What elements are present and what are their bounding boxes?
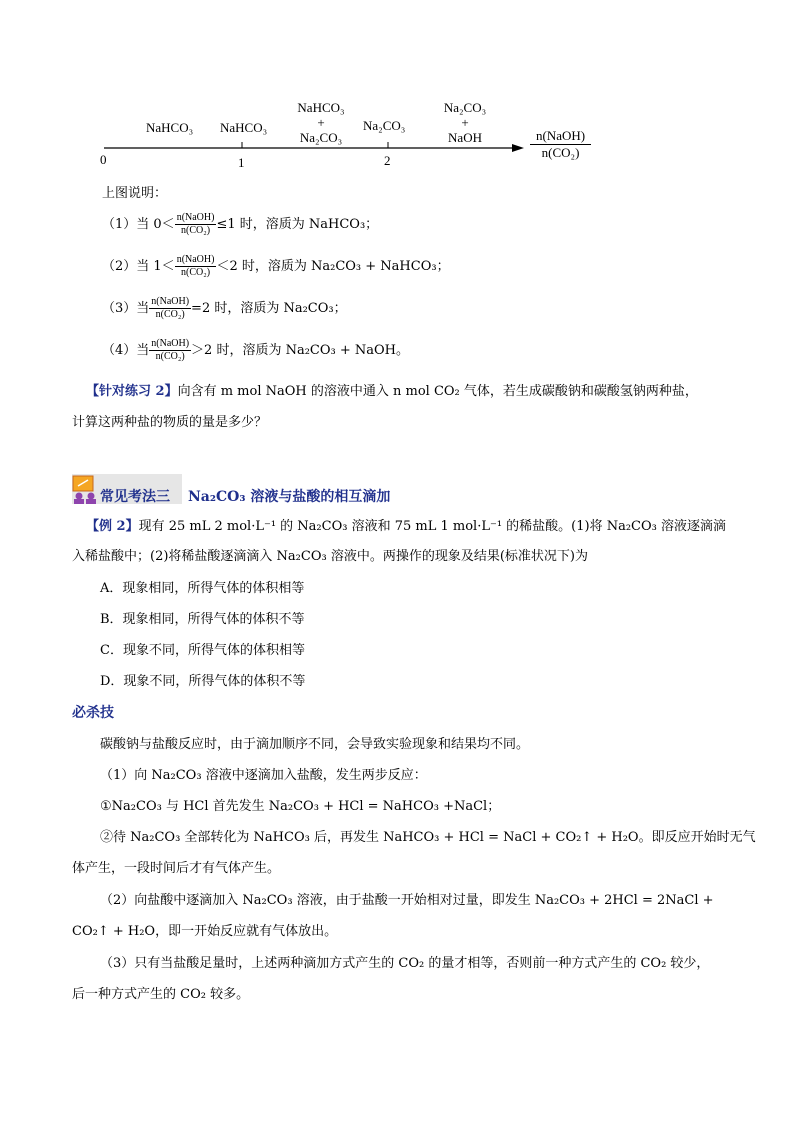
condition-1-suffix: ≤1 时，溶质为 NaHCO₃； <box>216 217 379 232</box>
tick-label-2: 2 <box>384 153 391 168</box>
condition-2-suffix: ＜2 时，溶质为 Na₂CO₃ + NaHCO₃； <box>216 259 450 274</box>
tip-line-1: 碳酸钠与盐酸反应时，由于滴加顺序不同，会导致实验现象和结果均不同。 <box>100 737 530 752</box>
region-label-3-line2: + <box>317 115 325 130</box>
number-line-diagram <box>0 90 794 180</box>
condition-4-prefix: （4）当 <box>102 343 150 358</box>
axis-arrow <box>512 144 524 152</box>
practice-tag: 【针对练习 2】 <box>86 384 178 399</box>
example-text-1: 现有 25 mL 2 mol·L⁻¹ 的 Na₂CO₃ 溶液和 75 mL 1 mol·L⁻¹ 的稀盐酸。(1)将 Na₂CO₃ 溶液逐滴滴 <box>138 519 726 534</box>
fraction-num: n(NaOH) <box>151 296 190 307</box>
condition-1-prefix: （1）当 0＜ <box>102 217 175 232</box>
tip-line-8: （3）只有当盐酸足量时，上述两种滴加方式产生的 CO₂ 的量才相等，否则前一种方式产生的 CO₂ 较少， <box>100 956 710 971</box>
tick-label-0: 0 <box>100 152 107 167</box>
region-label-5 <box>436 100 494 145</box>
example-line-2: 入稀盐酸中；(2)将稀盐酸逐滴滴入 Na₂CO₃ 溶液中。两操作的现象及结果(标准状况下)为 <box>72 549 588 564</box>
section-title: Na₂CO₃ 溶液与盐酸的相互滴加 <box>188 489 391 505</box>
condition-4 <box>102 338 409 363</box>
tip-heading: 必杀技 <box>72 705 114 721</box>
tip-line-2: （1）向 Na₂CO₃ 溶液中逐滴加入盐酸，发生两步反应： <box>100 768 427 783</box>
section-prefix: 常见考法三 <box>100 489 170 505</box>
teacher-icon <box>72 474 100 504</box>
tip-line-3: ①Na₂CO₃ 与 HCl 首先发生 Na₂CO₃ + HCl = NaHCO₃ +NaCl； <box>100 799 501 814</box>
tip-line-7: CO₂↑ + H₂O，即一开始反应就有气体放出。 <box>72 924 338 939</box>
example-tag: 【例 2】 <box>86 519 139 534</box>
condition-2 <box>102 254 450 279</box>
tip-line-9: 后一种方式产生的 CO₂ 较多。 <box>72 987 250 1002</box>
fraction-den: n(CO₂) <box>149 308 191 321</box>
axis-ratio-num: n(NaOH) <box>536 128 586 143</box>
tip-line-4: ②待 Na₂CO₃ 全部转化为 NaHCO₃ 后，再发生 NaHCO₃ + HCl = NaCl + CO₂↑ + H₂O。即反应开始时无气 <box>100 830 756 845</box>
option-b: B．现象相同，所得气体的体积不等 <box>100 612 305 627</box>
region-label-1: NaHCO₃ <box>146 120 194 135</box>
region-label-5-line3: NaOH <box>448 130 482 145</box>
condition-2-prefix: （2）当 1＜ <box>102 259 175 274</box>
example-line-1 <box>86 517 746 537</box>
region-label-5-line2: + <box>461 115 469 130</box>
option-d: D．现象不同，所得气体的体积不等 <box>100 674 306 689</box>
region-label-4: Na₂CO₃ <box>363 118 406 133</box>
condition-4-suffix: ＞2 时，溶质为 Na₂CO₃ + NaOH。 <box>191 343 410 358</box>
axis-ratio-label <box>530 128 591 161</box>
practice-line-2: 计算这两种盐的物质的量是多少？ <box>72 415 268 430</box>
tip-line-5: 体产生，一段时间后才有气体产生。 <box>72 861 281 876</box>
fraction-den: n(CO₂) <box>149 350 191 363</box>
ratio-fraction <box>175 254 217 279</box>
fraction-num: n(NaOH) <box>176 254 215 265</box>
ratio-fraction <box>149 296 191 321</box>
section-heading <box>100 486 390 506</box>
condition-1 <box>102 212 378 237</box>
region-label-3 <box>292 100 350 145</box>
condition-3-suffix: =2 时，溶质为 Na₂CO₃； <box>191 301 347 316</box>
ratio-fraction <box>175 212 217 237</box>
fraction-den: n(CO₂) <box>175 224 217 237</box>
axis-ratio-den: n(CO₂) <box>530 144 591 161</box>
region-label-2: NaHCO₃ <box>220 120 268 135</box>
fraction-num: n(NaOH) <box>176 212 215 223</box>
explain-title: 上图说明： <box>102 186 168 201</box>
condition-3-prefix: （3）当 <box>102 301 150 316</box>
condition-3 <box>102 296 347 321</box>
ratio-fraction <box>149 338 191 363</box>
fraction-num: n(NaOH) <box>151 338 190 349</box>
option-c: C．现象不同，所得气体的体积相等 <box>100 643 305 658</box>
fraction-den: n(CO₂) <box>175 266 217 279</box>
option-a: A．现象相同，所得气体的体积相等 <box>100 581 305 596</box>
practice-text-1: 向含有 m mol NaOH 的溶液中通入 n mol CO₂ 气体，若生成碳酸钠和碳酸氢钠两种盐， <box>177 384 698 399</box>
region-label-3-line3: Na₂CO₃ <box>299 130 343 145</box>
practice-line-1 <box>86 382 746 402</box>
tip-line-6: （2）向盐酸中逐滴加入 Na₂CO₃ 溶液，由于盐酸一开始相对过量，即发生 Na₂CO₃ + 2HCl = 2NaCl + <box>100 893 714 908</box>
region-label-5-line1: Na₂CO₃ <box>443 100 487 115</box>
tick-label-1: 1 <box>238 155 245 170</box>
region-label-3-line1: NaHCO₃ <box>297 100 345 115</box>
